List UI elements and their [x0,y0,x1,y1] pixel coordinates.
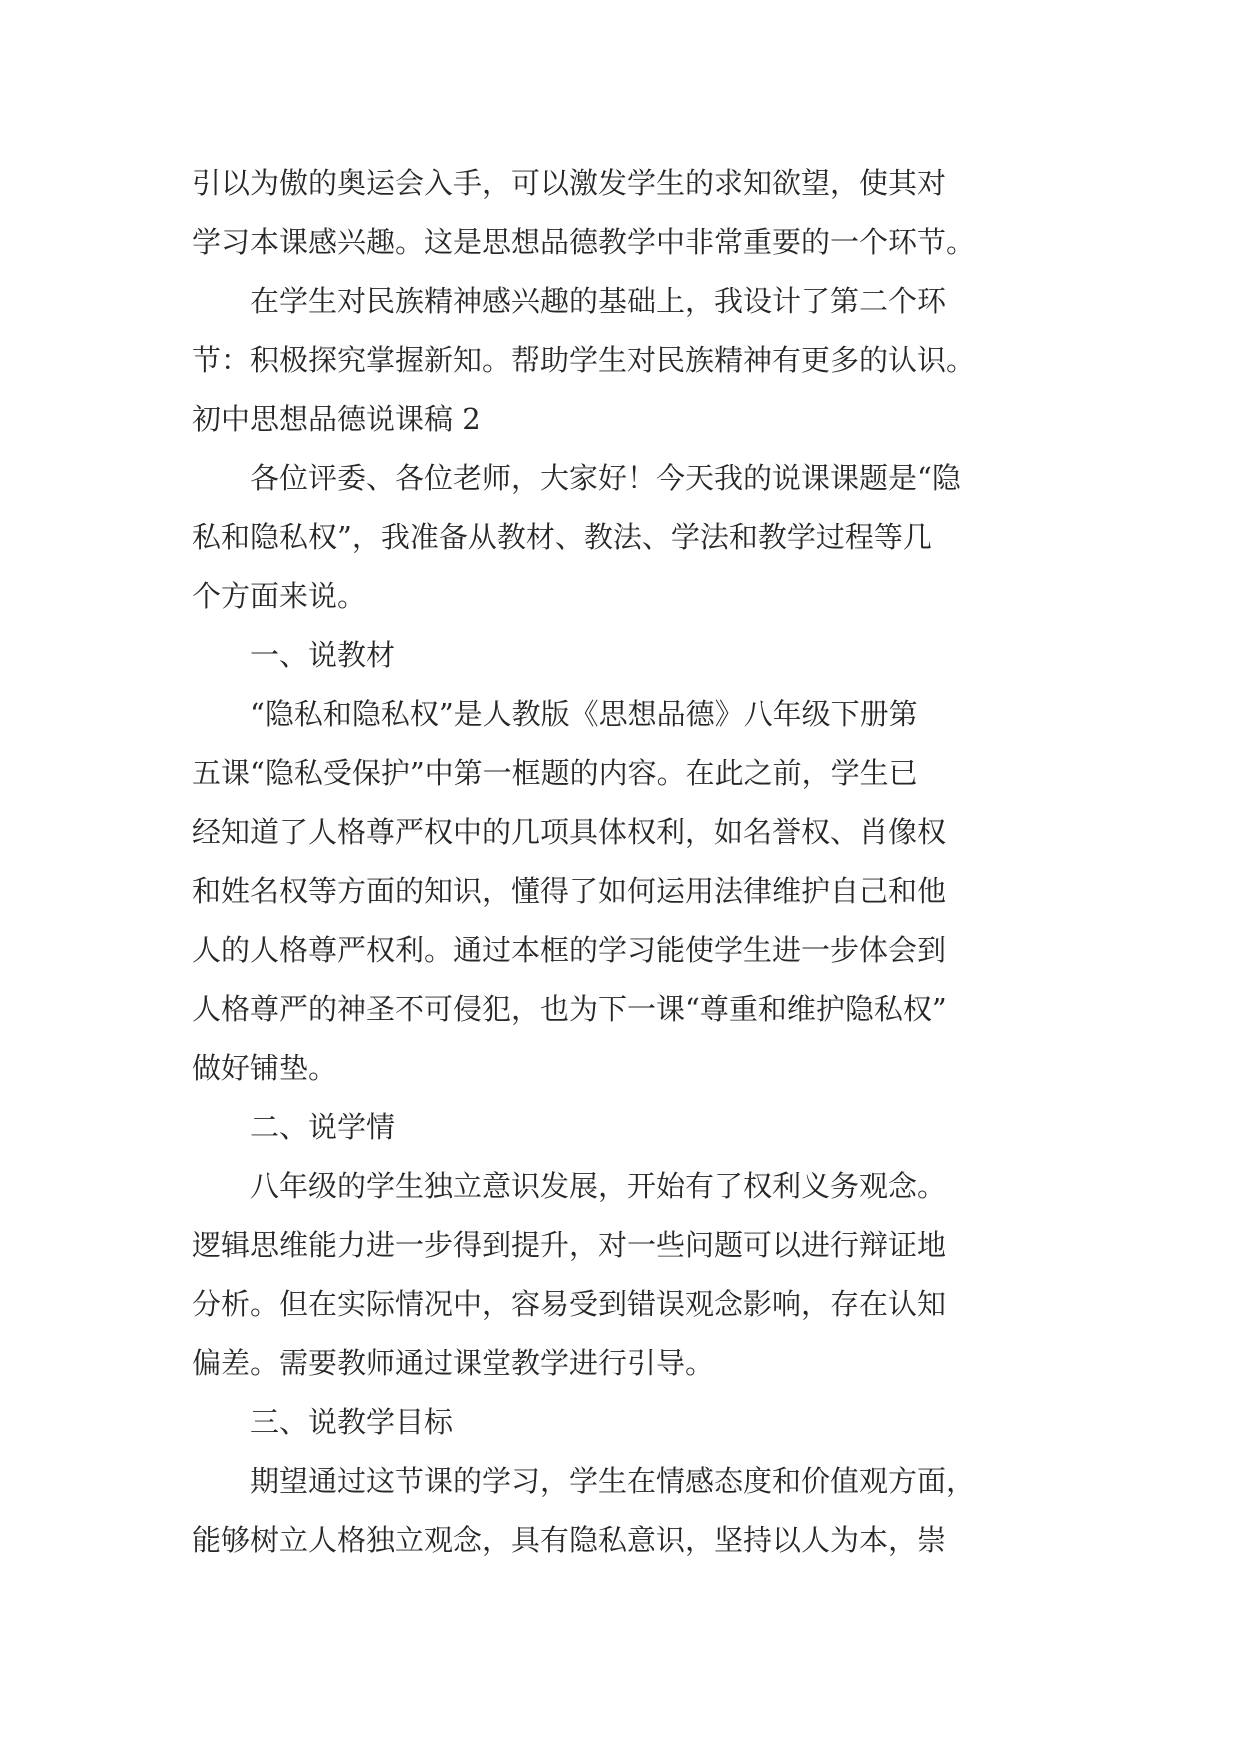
document-body [192,154,1072,1570]
text-line: 在学生对民族精神感兴趣的基础上，我设计了第二个环 [250,284,947,318]
text-line: 分析。但在实际情况中，容易受到错误观念影响，存在认知 [192,1287,947,1321]
text-line: 各位评委、各位老师，大家好！今天我的说课课题是“隐 [250,461,961,495]
text-line: 期望通过这节课的学习，学生在情感态度和价值观方面， [250,1464,976,1498]
text-line: 人的人格尊严权利。通过本框的学习能使学生进一步体会到 [192,933,947,967]
text-line: 个方面来说。 [192,579,367,613]
section-heading: 二、说学情 [250,1110,396,1144]
text-line: 偏差。需要教师通过课堂教学进行引导。 [192,1346,715,1380]
text-line: 八年级的学生独立意识发展，开始有了权利义务观念。 [250,1169,947,1203]
text-line: 做好铺垫。 [192,1051,338,1085]
text-line: “隐私和隐私权”是人教版《思想品德》八年级下册第 [250,697,918,731]
text-line: 逻辑思维能力进一步得到提升，对一些问题可以进行辩证地 [192,1228,947,1262]
text-line: 和姓名权等方面的知识，懂得了如何运用法律维护自己和他 [192,874,947,908]
text-line: 私和隐私权”，我准备从教材、教法、学法和教学过程等几 [192,520,932,554]
text-line: 五课“隐私受保护”中第一框题的内容。在此之前，学生已 [192,756,918,790]
text-line: 引以为傲的奥运会入手，可以激发学生的求知欲望，使其对 [192,166,947,200]
text-line: 人格尊严的神圣不可侵犯，也为下一课“尊重和维护隐私权” [192,992,947,1026]
section-heading: 一、说教材 [250,638,396,672]
text-line: 能够树立人格独立观念，具有隐私意识，坚持以人为本，崇 [192,1523,947,1557]
section-title: 初中思想品德说课稿 2 [192,402,481,436]
text-line: 节：积极探究掌握新知。帮助学生对民族精神有更多的认识。 [192,343,976,377]
text-line: 经知道了人格尊严权中的几项具体权利，如名誉权、肖像权 [192,815,947,849]
text-line: 学习本课感兴趣。这是思想品德教学中非常重要的一个环节。 [192,225,976,259]
section-heading: 三、说教学目标 [250,1405,454,1439]
